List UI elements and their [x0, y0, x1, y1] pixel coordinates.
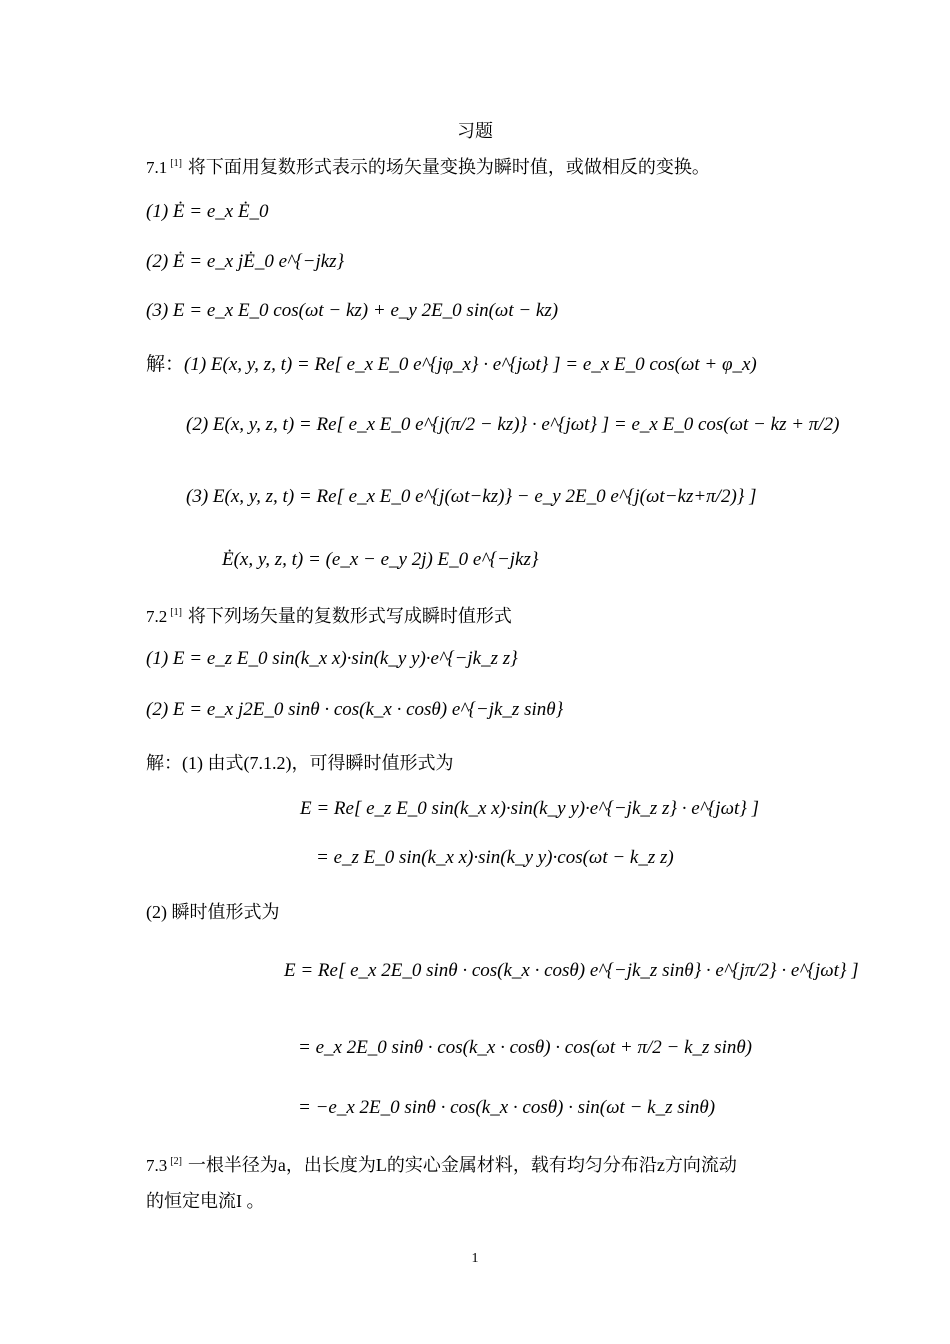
- equation-7-1-1: (1) Ė = e_x Ė_0: [146, 201, 269, 222]
- solution-7-2-intro: [146, 749, 453, 775]
- solution-7-2-2c: = −e_x 2E_0 sinθ · cos(k_x · cosθ) · sin(ωt − k_z sinθ): [298, 1097, 716, 1118]
- problem-7-2-statement: [146, 602, 512, 628]
- reference-mark: [1]: [170, 158, 182, 169]
- solution-label: 解：: [146, 753, 182, 773]
- problem-7-3-continuation: 的恒定电流I 。: [146, 1191, 265, 1211]
- solution-label: 解：: [146, 354, 185, 375]
- solution-7-1-1: [146, 349, 757, 376]
- page-title: 习题: [457, 121, 493, 141]
- problem-text: 一根半径为a，出长度为L的实心金属材料，载有均匀分布沿z方向流动: [187, 1155, 737, 1175]
- reference-mark: [1]: [170, 607, 182, 618]
- problem-number: 7.2: [146, 607, 168, 626]
- solution-7-2-2b: = e_x 2E_0 sinθ · cos(k_x · cosθ) · cos(ωt + π/2 − k_z sinθ): [298, 1037, 753, 1058]
- solution-7-1-2: (2) E(x, y, z, t) = Re[ e_x E_0 e^{j(π/2 − kz)} · e^{jωt} ] = e_x E_0 cos(ωt − kz + π/2): [186, 414, 840, 435]
- solution-line: (1) E(x, y, z, t) = Re[ e_x E_0 e^{jφ_x} · e^{jωt} ] = e_x E_0 cos(ωt + φ_x): [184, 354, 757, 375]
- equation-7-2-1: (1) E = e_z E_0 sin(k_x x)·sin(k_y y)·e^{−jk_z z}: [146, 648, 518, 669]
- problem-number: 7.3: [146, 1156, 168, 1175]
- solution-text: (1) 由式(7.1.2)，可得瞬时值形式为: [182, 753, 454, 773]
- problem-text: 将下面用复数形式表示的场矢量变换为瞬时值，或做相反的变换。: [187, 157, 710, 177]
- problem-7-1-statement: [146, 153, 710, 179]
- solution-7-2-2-intro: (2) 瞬时值形式为: [146, 902, 280, 922]
- page-number: 1: [471, 1251, 479, 1266]
- problem-number: 7.1: [146, 158, 168, 177]
- problem-text: 将下列场矢量的复数形式写成瞬时值形式: [187, 606, 512, 626]
- equation-7-1-3: (3) E = e_x E_0 cos(ωt − kz) + e_y 2E_0 sin(ωt − kz): [146, 300, 559, 321]
- solution-7-2-2a: E = Re[ e_x 2E_0 sinθ · cos(k_x · cosθ) e^{−jk_z sinθ} · e^{jπ/2} · e^{jωt} ]: [284, 960, 859, 981]
- reference-mark: [2]: [170, 1156, 182, 1167]
- solution-7-2-1a: E = Re[ e_z E_0 sin(k_x x)·sin(k_y y)·e^{−jk_z z} · e^{jωt} ]: [300, 798, 760, 819]
- equation-7-1-2: (2) Ė = e_x jĖ_0 e^{−jkz}: [146, 251, 345, 272]
- problem-7-3-statement: [146, 1151, 737, 1177]
- solution-7-1-3: (3) E(x, y, z, t) = Re[ e_x E_0 e^{j(ωt−kz)} − e_y 2E_0 e^{j(ωt−kz+π/2)} ]: [186, 486, 757, 507]
- solution-7-1-4: Ė(x, y, z, t) = (e_x − e_y 2j) E_0 e^{−jkz}: [222, 549, 539, 570]
- solution-7-2-1b: = e_z E_0 sin(k_x x)·sin(k_y y)·cos(ωt − k_z z): [316, 847, 674, 868]
- equation-7-2-2: (2) E = e_x j2E_0 sinθ · cos(k_x · cosθ) e^{−jk_z sinθ}: [146, 699, 564, 720]
